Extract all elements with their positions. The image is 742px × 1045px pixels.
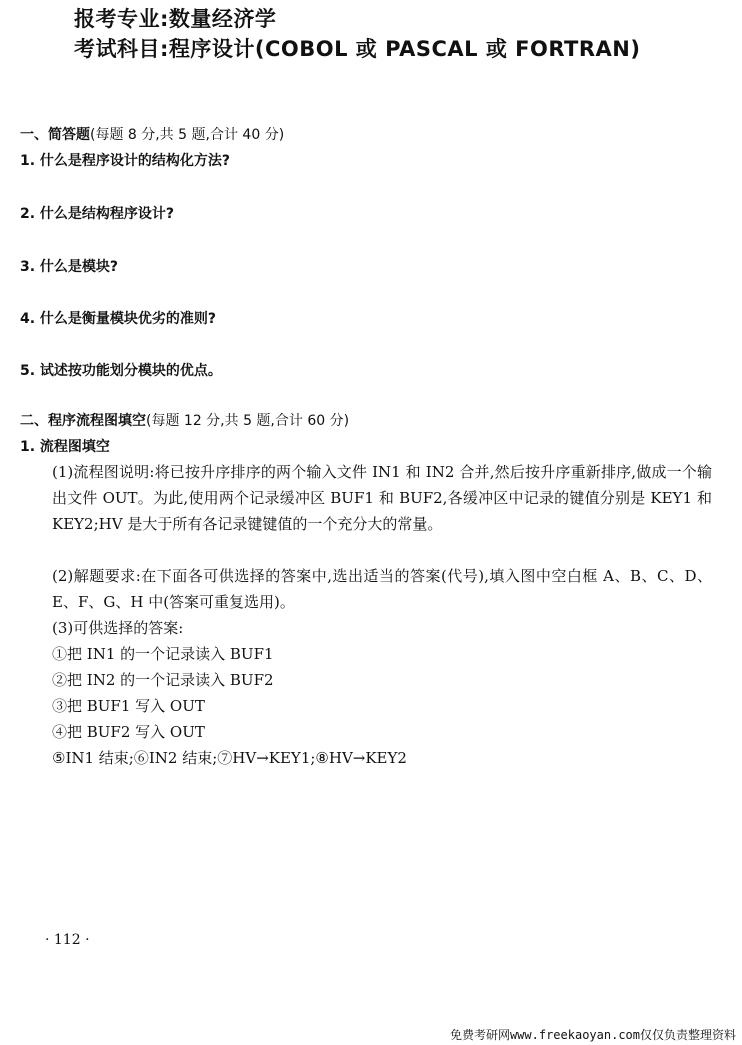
footer-source-note: 免费考研网www.freekaoyan.com仅仅负责整理资料 (449, 1028, 736, 1042)
answer-option-1: ①把 IN1 的一个记录读入 BUF1 (52, 645, 274, 663)
exam-major: 报考专业:数量经济学 (74, 7, 277, 31)
section1-title: 一、简答题 (20, 127, 90, 143)
section1-scoring: (每题 8 分,共 5 题,合计 40 分) (90, 127, 285, 143)
section2-scoring: (每题 12 分,共 5 题,合计 60 分) (146, 413, 350, 429)
answer-option-2: ②把 IN2 的一个记录读入 BUF2 (52, 671, 274, 689)
section1-question-3: 3. 什么是模块? (20, 259, 119, 275)
section2-heading (20, 410, 349, 430)
page-number: · 112 · (45, 932, 90, 948)
section2-question-1-title: 1. 流程图填空 (20, 439, 110, 455)
answer-option-3: ③把 BUF1 写入 OUT (52, 697, 205, 715)
solving-requirements: (2)解题要求:在下面各可供选择的答案中,选出适当的答案(代号),填入图中空白框 A、B、C、D、E、F、G、H 中(答案可重复选用)。 (52, 567, 712, 611)
exam-subject: 考试科目:程序设计(COBOL 或 PASCAL 或 FORTRAN) (74, 37, 641, 61)
answer-choices-heading: (3)可供选择的答案: (52, 619, 184, 637)
section2-title: 二、程序流程图填空 (20, 413, 146, 429)
section1-question-5: 5. 试述按功能划分模块的优点。 (20, 363, 222, 379)
section1-heading (20, 124, 284, 144)
section1-question-1: 1. 什么是程序设计的结构化方法? (20, 153, 231, 169)
section1-question-2: 2. 什么是结构程序设计? (20, 206, 175, 222)
flowchart-description: (1)流程图说明:将已按升序排序的两个输入文件 IN1 和 IN2 合并,然后按升序重新排序,做成一个输出文件 OUT。为此,使用两个记录缓冲区 BUF1 和 BUF2,各缓冲区中记录的键值分别是 KEY1 和 KEY2;HV 是大于所有各记录键键值的一个充分大的常量。 (52, 463, 712, 533)
answer-option-5: ⑤IN1 结束;⑥IN2 结束;⑦HV→KEY1;⑧HV→KEY2 (52, 749, 407, 767)
section1-question-4: 4. 什么是衡量模块优劣的准则? (20, 311, 217, 327)
answer-option-4: ④把 BUF2 写入 OUT (52, 723, 205, 741)
